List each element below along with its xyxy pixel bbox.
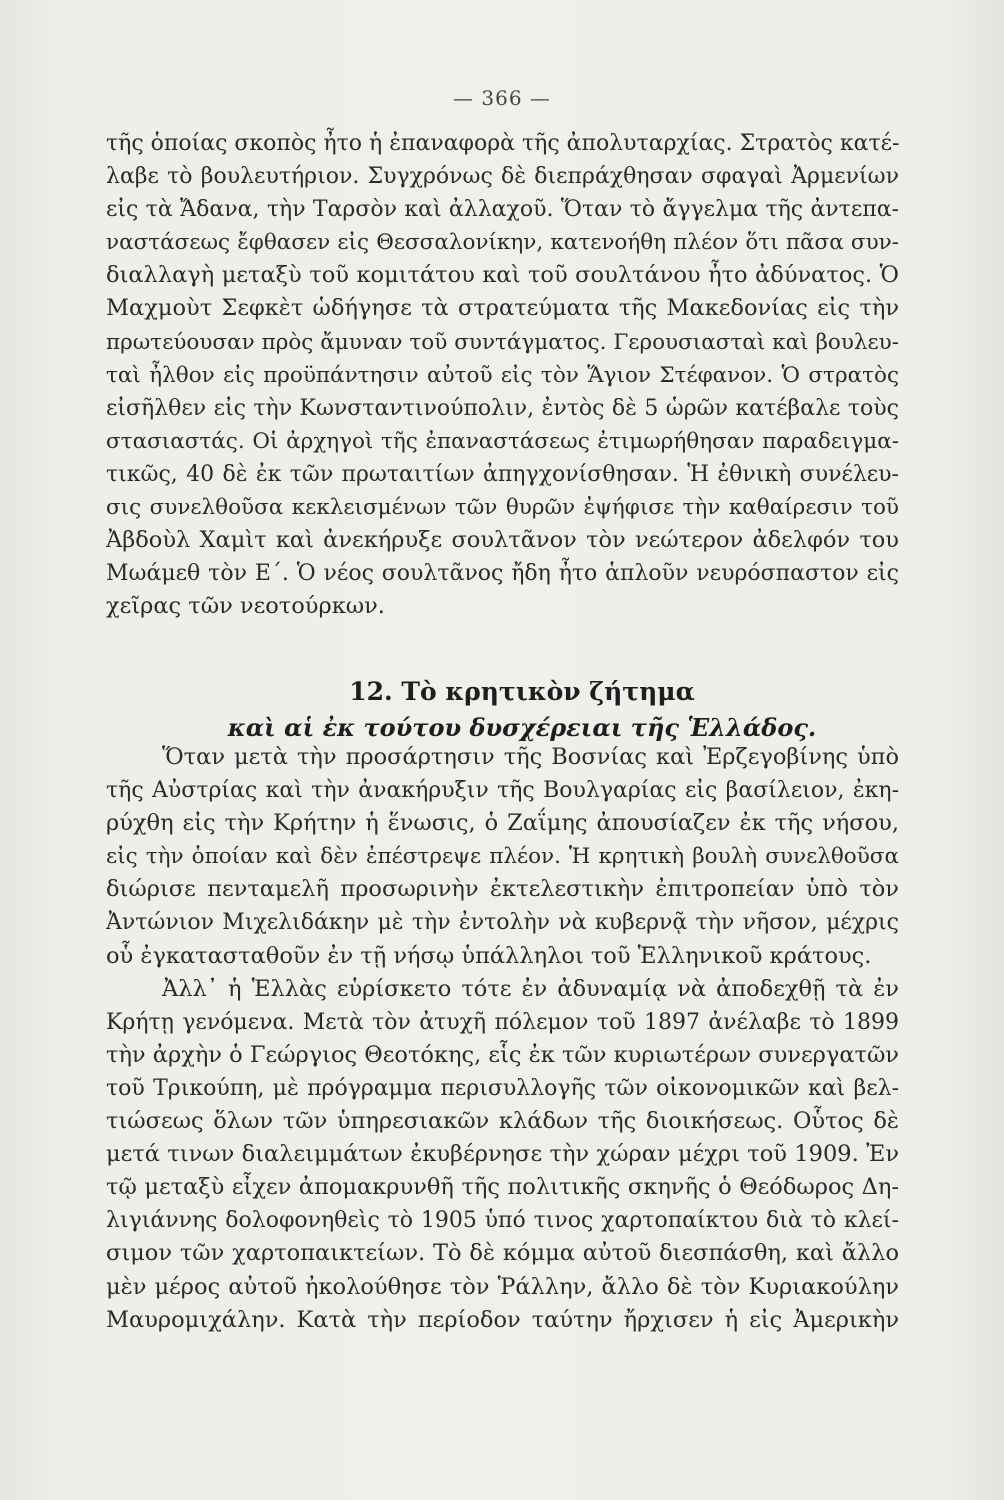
text-line: διώρισε πενταμελῆ προσωρινὴν ἐκτελεστικὴν ἐπιτροπείαν ὑπὸ τὸν <box>106 876 899 903</box>
page-number: — 366 — <box>453 86 551 110</box>
text-line: λιγιάννης δολοφονηθεὶς τὸ 1905 ὑπό τινος χαρτοπαίκτου διὰ τὸ κλεί- <box>106 1208 899 1234</box>
text-line: διαλλαγὴ μεταξὺ τοῦ κομιτάτου καὶ τοῦ σουλτάνου ἦτο ἀδύνατος. Ὁ <box>106 262 899 289</box>
text-line: ταὶ ἦλθον εἰς προϋπάντησιν αὐτοῦ εἰς τὸν Ἅγιον Στέφανον. Ὁ στρατὸς <box>106 362 899 388</box>
text-line: σις συνελθοῦσα κεκλεισμένων τῶν θυρῶν ἐψήφισε τὴν καθαίρεσιν τοῦ <box>106 495 899 521</box>
text-line: Μωάμεθ τὸν Ε΄. Ὁ νέος σουλτᾶνος ἤδη ἦτο ἁπλοῦν νευρόσπαστον εἰς <box>106 561 899 587</box>
text-line: χεῖρας τῶν νεοτούρκων. <box>106 593 385 620</box>
text-line: πρωτεύουσαν πρὸς ἄμυναν τοῦ συντάγματος. Γερουσιασταὶ καὶ βουλευ- <box>106 329 899 355</box>
text-line: τοῦ Τρικούπη, μὲ πρόγραμμα περισυλλογῆς τῶν οἰκονομικῶν καὶ βελ- <box>106 1075 899 1101</box>
text-line: Κρήτῃ γενόμενα. Μετὰ τὸν ἀτυχῆ πόλεμον τοῦ 1897 ἀνέλαβε τὸ 1899 <box>106 1009 899 1035</box>
text-line: μὲν μέρος αὐτοῦ ἠκολούθησε τὸν Ῥάλλην, ἄλλο δὲ τὸν Κυριακούλην <box>106 1273 899 1300</box>
text-line: τῷ μεταξὺ εἶχεν ἀπομακρυνθῆ τῆς πολιτικῆς σκηνῆς ὁ Θεόδωρος Δη- <box>106 1174 899 1201</box>
text-line: τὴν ἀρχὴν ὁ Γεώργιος Θεοτόκης, εἷς ἐκ τῶν κυριωτέρων συνεργατῶν <box>106 1041 899 1068</box>
text-line: Ὅταν μετὰ τὴν προσάρτησιν τῆς Βοσνίας καὶ Ἐρζεγοβίνης ὑπὸ <box>162 744 899 770</box>
text-line: Ἀντώνιον Μιχελιδάκην μὲ τὴν ἐντολὴν νὰ κυβερνᾷ τὴν νῆσον, μέχρις <box>106 910 899 936</box>
text-line: τιώσεως ὅλων τῶν ὑπηρεσιακῶν κλάδων τῆς διοικήσεως. Οὗτος δὲ <box>106 1108 899 1135</box>
text-line: σιμον τῶν χαρτοπαικτείων. Τὸ δὲ κόμμα αὐτοῦ διεσπάσθη, καὶ ἄλλο <box>106 1240 899 1267</box>
text-line: Ἀβδοὺλ Χαμὶτ καὶ ἀνεκήρυξε σουλτᾶνον τὸν νεώτερον ἀδελφόν του <box>106 527 899 554</box>
paragraph-top <box>106 127 899 623</box>
text-line: στασιαστάς. Οἱ ἀρχηγοὶ τῆς ἐπαναστάσεως ἐτιμωρήθησαν παραδειγμα- <box>106 428 899 454</box>
text-line: ναστάσεως ἔφθασεν εἰς Θεσσαλονίκην, κατενοήθη πλέον ὅτι πᾶσα συν- <box>106 230 899 256</box>
text-line: τικῶς, 40 δὲ ἐκ τῶν πρωταιτίων ἀπηγχονίσθησαν. Ἡ ἐθνικὴ συνέλευ- <box>106 461 899 487</box>
section-heading-title: 12. Τὸ κρητικὸν ζήτημα <box>349 677 695 706</box>
text-line: μετά τινων διαλειμμάτων ἐκυβέρνησε τὴν χώραν μέχρι τοῦ 1909. Ἐν <box>106 1141 899 1168</box>
text-line: λαβε τὸ βουλευτήριον. Συγχρόνως δὲ διεπράχθησαν σφαγαὶ Ἀρμενίων <box>106 164 899 190</box>
text-line: τῆς Αὐστρίας καὶ τὴν ἀνακήρυξιν τῆς Βουλγαρίας εἰς βασίλειον, ἐκη- <box>106 778 899 804</box>
paragraph-bottom <box>106 741 899 1337</box>
text-line: Ἀλλ᾽ ἡ Ἑλλὰς εὑρίσκετο τότε ἐν ἀδυναμίᾳ νὰ ἀποδεχθῇ τὰ ἐν <box>162 975 899 1002</box>
text-line: εἰς τὴν ὁποίαν καὶ δὲν ἐπέστρεψε πλέον. Ἡ κρητικὴ βουλὴ συνελθοῦσα <box>106 844 899 870</box>
section-heading-subtitle: καὶ αἱ ἐκ τούτου δυσχέρειαι τῆς Ἑλλάδος. <box>227 713 817 742</box>
text-line: εἰς τὰ Ἄδανα, τὴν Ταρσὸν καὶ ἀλλαχοῦ. Ὅταν τὸ ἄγγελμα τῆς ἀντεπα- <box>106 197 899 223</box>
text-line: τῆς ὁποίας σκοπὸς ἦτο ἡ ἐπαναφορὰ τῆς ἀπολυταρχίας. Στρατὸς κατέ- <box>106 131 899 156</box>
text-line: Μαχμοὺτ Σεφκὲτ ὡδήγησε τὰ στρατεύματα τῆς Μακεδονίας εἰς τὴν <box>106 295 899 322</box>
text-line: ρύχθη εἰς τὴν Κρήτην ἡ ἕνωσις, ὁ Ζαΐμης ἀπουσίαζεν ἐκ τῆς νήσου, <box>106 810 899 837</box>
text-line: εἰσῆλθεν εἰς τὴν Κωνσταντινούπολιν, ἐντὸς δὲ 5 ὡρῶν κατέβαλε τοὺς <box>106 395 899 421</box>
text-line: Μαυρομιχάλην. Κατὰ τὴν περίοδον ταύτην ἤρχισεν ἡ εἰς Ἀμερικὴν <box>106 1306 899 1333</box>
text-line: οὗ ἐγκατασταθοῦν ἐν τῇ νήσῳ ὑπάλληλοι τοῦ Ἑλληνικοῦ κράτους. <box>106 942 872 969</box>
